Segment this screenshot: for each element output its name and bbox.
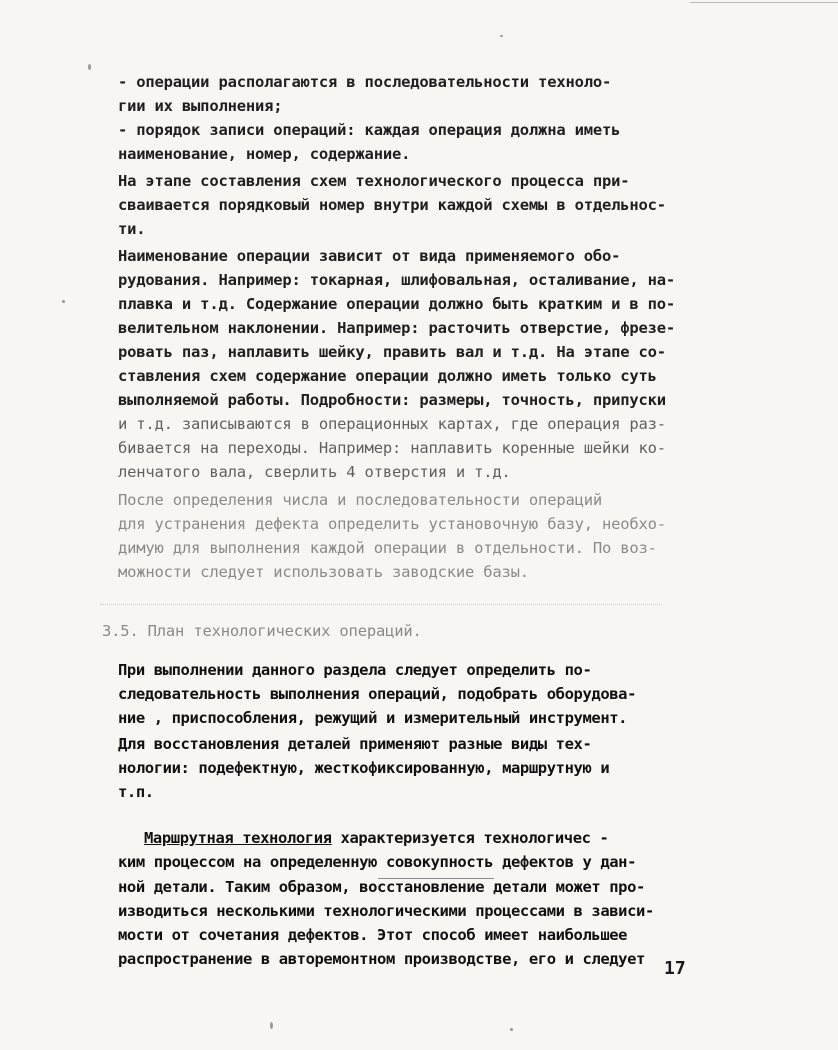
text-line: т.п. bbox=[118, 783, 154, 801]
text-line: следовательность выполнения операций, подобрать оборудова- bbox=[118, 685, 637, 703]
text-line: ким процессом на определенную совокупность дефектов у дан- bbox=[118, 853, 637, 871]
text-span: характеризуется технологичес - bbox=[331, 829, 609, 847]
text-line: ставления схем содержание операции должно иметь только суть bbox=[118, 367, 657, 385]
text-line: бивается на переходы. Например: наплавить коренные шейки ко- bbox=[118, 439, 666, 457]
underlined-term: Маршрутная технология bbox=[144, 829, 332, 847]
text-line: мости от сочетания дефектов. Этот способ имеет наибольшее bbox=[118, 926, 628, 944]
text-line: плавка и т.д. Содержание операции должно быть кратким и в по- bbox=[118, 295, 676, 313]
text-line: ние , приспособления, режущий и измерительный инструмент. bbox=[118, 709, 628, 727]
text-line: изводиться несколькими технологическими процессами в зависи- bbox=[118, 902, 654, 920]
page-number: 17 bbox=[664, 958, 686, 979]
scan-speck bbox=[62, 300, 65, 303]
text-line: - операции располагаются в последовательности техноло- bbox=[118, 73, 612, 91]
scan-edge-line bbox=[690, 2, 838, 3]
text-line bbox=[144, 828, 608, 848]
text-line: гии их выполнения; bbox=[118, 97, 283, 115]
scan-speck bbox=[500, 35, 503, 37]
text-line: ной детали. Таким образом, восстановление детали может про- bbox=[118, 878, 645, 896]
text-line: рудования. Например: токарная, шлифовальная, осталивание, на- bbox=[118, 271, 676, 289]
text-line: для устранения дефекта определить установочную базу, необхо- bbox=[118, 515, 666, 533]
text-line: наименование, номер, содержание. bbox=[118, 145, 411, 163]
text-line: распространение в авторемонтном производстве, его и следует bbox=[118, 950, 645, 968]
section-heading: 3.5. План технологических операций. bbox=[102, 622, 422, 640]
text-line: велительном наклонении. Например: расточить отверстие, фрезе- bbox=[118, 319, 676, 337]
text-line: можности следует использовать заводские базы. bbox=[118, 563, 529, 581]
text-line: ти. bbox=[118, 220, 146, 238]
text-line: После определения числа и последовательности операций bbox=[118, 491, 602, 509]
text-line: нологии: подефектную, жесткофиксированную, маршрутную и bbox=[118, 759, 610, 777]
text-line: При выполнении данного раздела следует определить по- bbox=[118, 661, 592, 679]
text-line: и т.д. записываются в операционных картах, где операция раз- bbox=[118, 415, 666, 433]
scan-speck bbox=[510, 1028, 513, 1031]
text-line: ленчатого вала, сверлить 4 отверстия и т.д. bbox=[118, 463, 511, 481]
text-line: димую для выполнения каждой операции в отдельности. По воз- bbox=[118, 539, 657, 557]
text-line: сваивается порядковый номер внутри каждой схемы в отдельнос- bbox=[118, 196, 666, 214]
text-line: ровать паз, наплавить шейку, править вал и т.д. На этапе со- bbox=[118, 343, 666, 361]
scan-speck bbox=[270, 1022, 273, 1029]
text-line: Для восстановления деталей применяют разные виды тех- bbox=[118, 735, 592, 753]
text-line: выполняемой работы. Подробности: размеры, точность, припуски bbox=[118, 391, 666, 409]
text-line: - порядок записи операций: каждая операция должна иметь bbox=[118, 121, 621, 139]
text-line: На этапе составления схем технологического процесса при- bbox=[118, 172, 630, 190]
text-line: Наименование операции зависит от вида применяемого обо- bbox=[118, 247, 621, 265]
faded-separator bbox=[100, 604, 660, 605]
scan-speck bbox=[88, 64, 91, 70]
